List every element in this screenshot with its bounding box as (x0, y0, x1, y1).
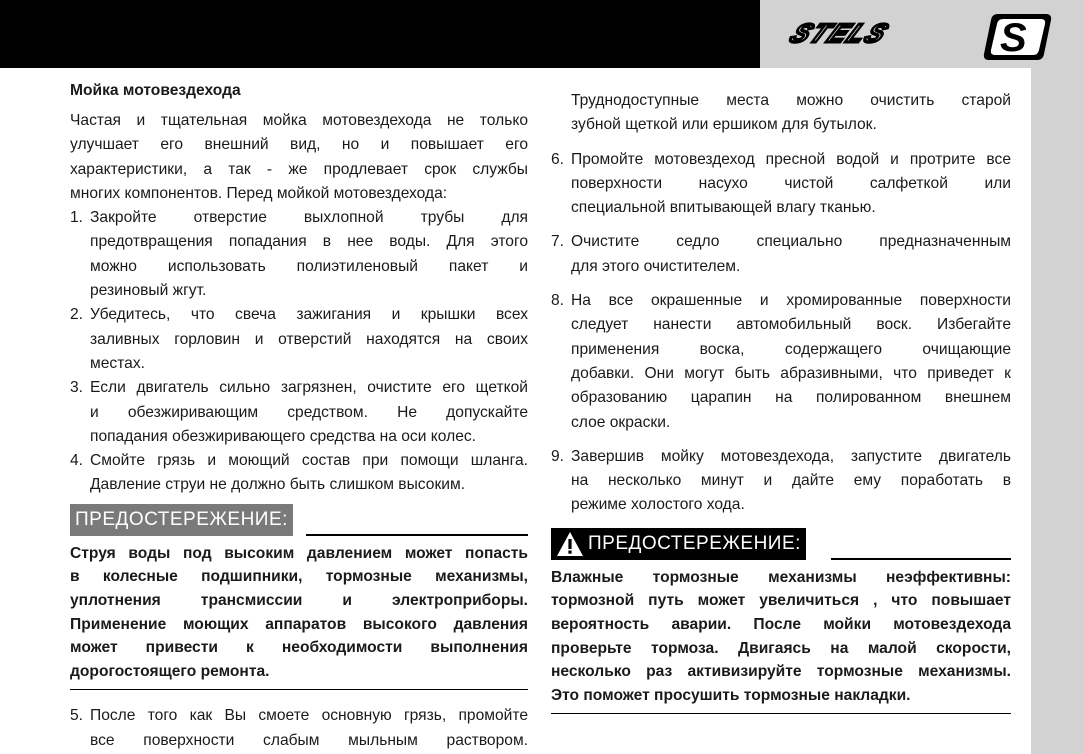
warning-text-left: Струя воды под высоким давлением может попасть в колесные подшипники, тормозные механизмы, уплотнения трансмиссии и электроприборы. Применение моющих аппаратов высокого давления может привести к необходимости выполнения дорогостоящего ремонта. (70, 544, 528, 680)
warning-label: ПРЕДОСТЕРЕЖЕНИЕ: (588, 532, 801, 554)
warning-header-left (70, 504, 528, 542)
warning-underline (306, 534, 528, 536)
warning-label: ПРЕДОСТЕРЕЖЕНИЕ: (70, 504, 293, 536)
right-column (551, 89, 1011, 714)
list-item-2: 2. Убедитесь, что свеча зажигания и крышки всех заливных горловин и отверстий находятся на своих местах. (70, 306, 528, 372)
list-item-9: 9. Завершив мойку мотовездехода, запустите двигатель на несколько минут и дайте ему поработать в режиме холостого хода. (551, 447, 1011, 514)
side-gray-bar (1031, 68, 1083, 754)
warning-text-right: Влажные тормозные механизмы неэффективны: тормозной путь может увеличиться , что повышает вероятность аварии. После мойки мотовездехода проверьте тормоза. Двигаясь на малой скорости, несколько раз активизируйте тормозные механизмы. Это поможет просушить тормозные накладки. (551, 568, 1011, 704)
header-black-bar (0, 0, 760, 68)
brand-mark-icon: S (1000, 16, 1027, 60)
stels-logo (760, 0, 1083, 68)
list-item-8: 8. На все окрашенные и хромированные поверхности следует нанести автомобильный воск. Избегайте применения воска, содержащего очищающие добавки. Они могут быть абразивными, что приведет к образованию царапин на полированном внешнем слое окраски. (551, 292, 1011, 431)
divider (551, 713, 1011, 714)
section-title: Мойка мотовездехода (70, 82, 241, 99)
svg-text:STELS: STELS (784, 18, 896, 48)
list-item-7: 7. Очистите седло специально предназначенным для этого очистителем. (551, 233, 1011, 275)
list-item-5-continued: Труднодоступные места можно очистить старой зубной щеткой или ершиком для бутылок. (571, 92, 1011, 134)
list-item-5: 5. После того как Вы смоете основную грязь, промойте все поверхности слабым мыльным раствором. (70, 707, 528, 749)
intro-paragraph (70, 109, 528, 206)
list-item-3: 3. Если двигатель сильно загрязнен, очистите его щеткой и обезжиривающим средством. Не допускайте попадания обезжиривающего средства на оси колес. (70, 379, 528, 445)
warning-label-box (551, 528, 806, 560)
warning-triangle-icon (556, 531, 584, 557)
intro-line: улучшает его внешний вид, но и повышает его (70, 136, 528, 154)
warning-header-right (551, 528, 1011, 566)
list-item-1: 1. Закройте отверстие выхлопной трубы для предотвращения попадания в нее воды. Для этого можно использовать полиэтиленовый пакет и резиновый жгут. (70, 209, 528, 300)
intro-line: Частая и тщательная мойка мотовездехода не только (70, 112, 528, 129)
intro-line: характеристики, а так - же продлевает срок службы (70, 160, 528, 178)
intro-line: многих компонентов. Перед мойкой мотовездехода: (70, 184, 448, 202)
brand-logo-area (760, 0, 1083, 68)
list-item-6: 6. Промойте мотовездеход пресной водой и протрите все поверхности насухо чистой салфеткой или специальной впитывающей влагу тканью. (551, 150, 1011, 217)
warning-underline (831, 558, 1011, 560)
list-item-4: 4. Смойте грязь и моющий состав при помощи шланга. Давление струи не должно быть слишком высоким. (70, 452, 528, 494)
left-column (70, 79, 528, 753)
